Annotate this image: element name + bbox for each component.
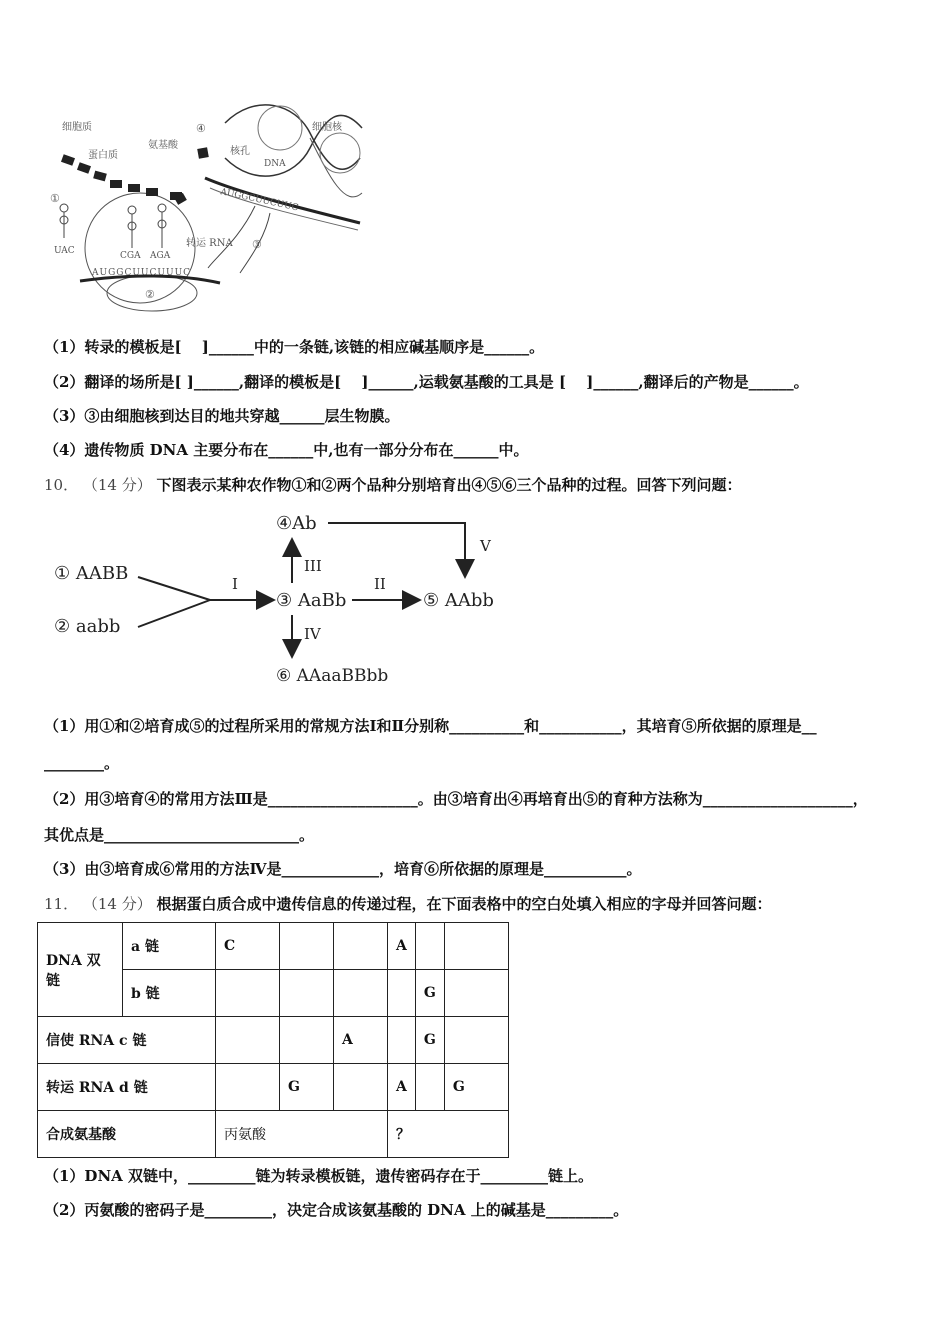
cell-d-6[interactable]: G <box>444 1064 508 1111</box>
cell-mrna-label: 信使 RNA c 链 <box>38 1017 216 1064</box>
cell-d-4[interactable]: A <box>388 1064 416 1111</box>
breeding-diagram <box>40 505 520 695</box>
cell-b-1[interactable] <box>216 970 280 1017</box>
table-row <box>38 1111 509 1158</box>
label-anticodon3: AGA <box>150 251 171 261</box>
q10-stem: 下图表示某种农作物①和②两个品种分别培育出④⑤⑥三个品种的过程。回答下列问题： <box>156 476 742 494</box>
cell-b-4[interactable] <box>388 970 416 1017</box>
cell-aa-1: 丙氨酸 <box>216 1111 388 1158</box>
q11-item-2: （2）丙氨酸的密码子是_________，决定合成该氨基酸的 DNA 上的碱基是_________。 <box>44 1201 629 1219</box>
cell-a-4[interactable]: A <box>388 923 416 970</box>
cell-b-2[interactable] <box>280 970 334 1017</box>
dna-helix-strand-1 <box>225 105 360 169</box>
step-label-2: II <box>374 575 386 593</box>
q9-item-1: （1）转录的模板是[ ]______中的一条链,该链的相应碱基顺序是______。 <box>44 338 545 356</box>
q9-item-2: （2）翻译的场所是[ ]______,翻译的模板是[ ]______,运载氨基酸的工具是 [ ]______,翻译后的产物是______。 <box>44 373 809 391</box>
cell-a-3[interactable] <box>334 923 388 970</box>
table-row <box>38 923 509 970</box>
label-cytoplasm: 细胞质 <box>62 122 92 133</box>
label-anticodon1: UAC <box>54 246 75 256</box>
table-row <box>38 1064 509 1111</box>
step-label-5: V <box>480 537 491 555</box>
step-label-1: I <box>232 575 238 593</box>
q10-header <box>44 474 742 495</box>
label-anticodon2: CGA <box>120 251 141 261</box>
node-1: ① AABB <box>54 563 129 584</box>
label-nuclear-pore: 核孔 <box>230 146 250 157</box>
cell-trna-label: 转运 RNA d 链 <box>38 1064 216 1111</box>
cell-b-chain: b 链 <box>123 970 216 1017</box>
protein-synthesis-figure <box>40 98 370 313</box>
cell-c-3[interactable]: A <box>334 1017 388 1064</box>
cell-d-2[interactable]: G <box>280 1064 334 1111</box>
node-5: ⑤ AAbb <box>423 590 494 611</box>
q9-item-4: （4）遗传物质 DNA 主要分布在______中,也有一部分分布在______中。 <box>44 441 529 459</box>
dna-helix-loop-2 <box>320 133 360 173</box>
cell-dna-label: DNA 双链 <box>38 923 123 1017</box>
q10-item-1b: ________。 <box>44 754 120 772</box>
label-nucleus: 细胞核 <box>312 122 342 133</box>
cell-a-5[interactable] <box>415 923 444 970</box>
label-amino-acid: 氨基酸 <box>148 140 178 151</box>
cell-d-1[interactable] <box>216 1064 280 1111</box>
mrna-path-arrow <box>208 206 255 268</box>
cell-a-2[interactable] <box>280 923 334 970</box>
node-6: ⑥ AAaaBBbb <box>276 666 389 686</box>
q11-score: （14 分） <box>82 895 152 913</box>
arrow-step-5 <box>328 523 465 575</box>
q10-item-1a: （1）用①和②培育成⑤的过程所采用的常规方法Ⅰ和Ⅱ分别称__________和___________，其培育⑤所依据的原理是__ <box>44 717 817 735</box>
protein-chain <box>61 147 209 205</box>
label-circle1: ① <box>50 192 60 205</box>
step-label-4: IV <box>304 625 321 643</box>
label-dna: DNA <box>264 159 286 169</box>
q11-header <box>44 893 772 914</box>
cell-c-5[interactable]: G <box>415 1017 444 1064</box>
step-label-3: III <box>304 557 322 575</box>
node-4: ④Ab <box>276 513 317 534</box>
node-3: ③ AaBb <box>276 590 347 611</box>
cell-c-2[interactable] <box>280 1017 334 1064</box>
label-protein: 蛋白质 <box>88 150 118 161</box>
q11-item-1: （1）DNA 双链中，_________链为转录模板链，遗传密码存在于_________链上。 <box>44 1167 594 1185</box>
cell-b-6[interactable] <box>444 970 508 1017</box>
node-2: ② aabb <box>54 616 121 637</box>
table-row <box>38 1017 509 1064</box>
q11-number: 11． <box>44 895 79 913</box>
cross-line-1 <box>138 577 210 600</box>
cell-b-5[interactable]: G <box>415 970 444 1017</box>
dna-helix-loop <box>258 106 302 150</box>
q10-item-2b: 其优点是__________________________。 <box>44 826 315 844</box>
cell-c-1[interactable] <box>216 1017 280 1064</box>
q9-item-3: （3）③由细胞核到达目的地共穿越______层生物膜。 <box>44 407 400 425</box>
cell-aa-2[interactable]: ？ <box>388 1111 509 1158</box>
label-circle3: ③ <box>252 238 262 251</box>
cell-c-6[interactable] <box>444 1017 508 1064</box>
genetic-code-table <box>37 922 509 1158</box>
trna-molecules <box>60 204 166 248</box>
label-trna: 转运 RNA <box>186 238 233 249</box>
q10-item-2a: （2）用③培育④的常用方法Ⅲ是____________________。由③培育出④再培育出⑤的育种方法称为____________________， <box>44 790 868 808</box>
cell-d-5[interactable] <box>415 1064 444 1111</box>
label-seq-bottom: AUGGCUUCUUUC <box>92 268 192 278</box>
cross-line-2 <box>138 600 210 627</box>
cell-c-4[interactable] <box>388 1017 416 1064</box>
ribosome-circle <box>85 193 195 303</box>
label-seq-top: AUGGCUUCUUC <box>219 187 300 214</box>
q11-stem: 根据蛋白质合成中遗传信息的传递过程，在下面表格中的空白处填入相应的字母并回答问题： <box>156 895 772 913</box>
label-circle4: ④ <box>196 122 206 135</box>
cell-aa-label: 合成氨基酸 <box>38 1111 216 1158</box>
q10-score: （14 分） <box>82 476 152 494</box>
q10-item-3: （3）由③培育成⑥常用的方法Ⅳ是_____________，培育⑥所依据的原理是___________。 <box>44 860 642 878</box>
cell-b-3[interactable] <box>334 970 388 1017</box>
cell-a-6[interactable] <box>444 923 508 970</box>
label-circle2: ② <box>145 288 155 301</box>
cell-a-1[interactable]: C <box>216 923 280 970</box>
cell-d-3[interactable] <box>334 1064 388 1111</box>
cell-a-chain: a 链 <box>123 923 216 970</box>
q10-number: 10． <box>44 476 79 494</box>
